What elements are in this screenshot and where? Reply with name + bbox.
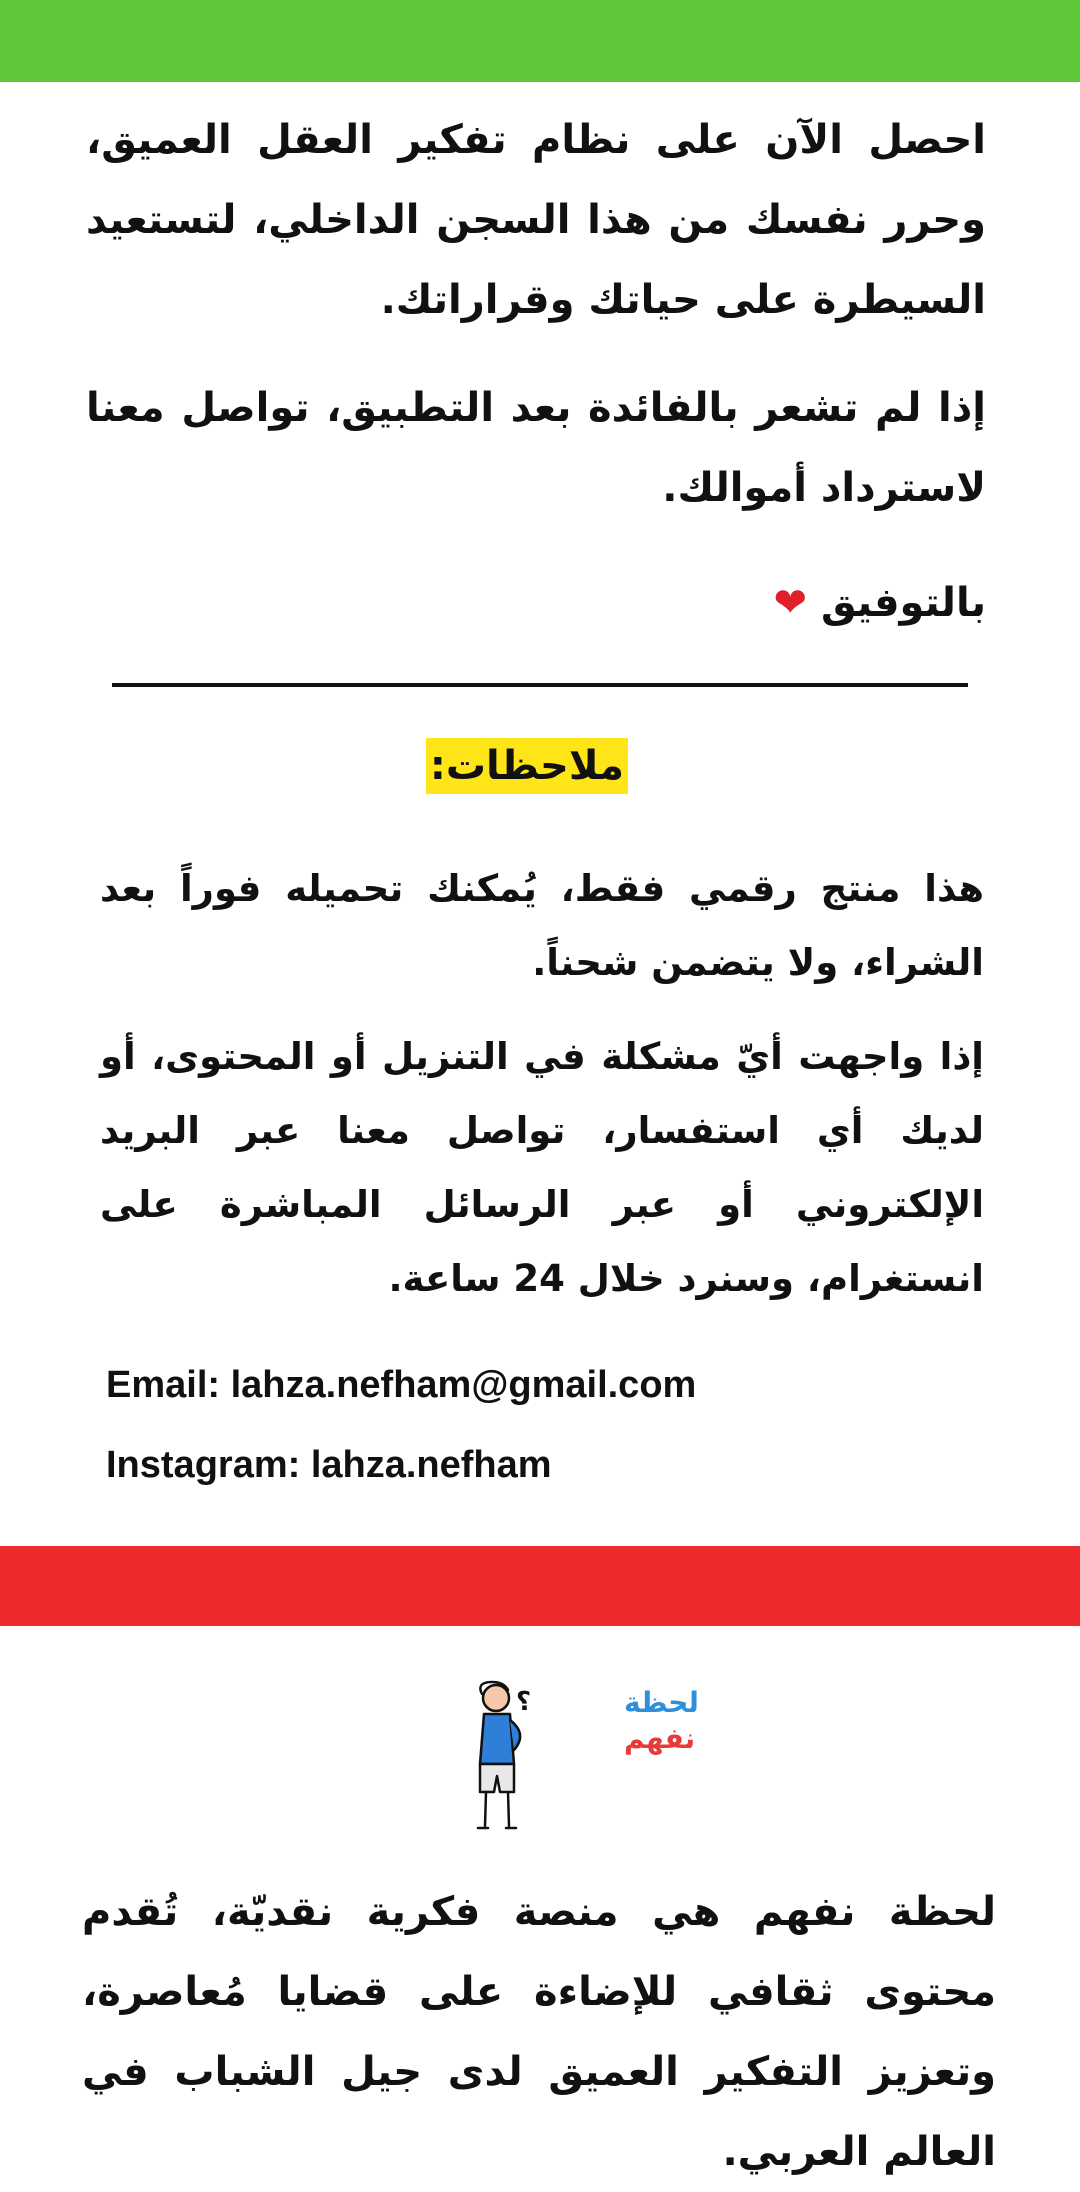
notes-digital-product: هذا منتج رقمي فقط، يُمكنك تحميله فوراً بعد الشراء، ولا يتضمن شحناً. bbox=[100, 867, 984, 984]
question-mark-icon: ؟ bbox=[516, 1687, 532, 1717]
logo-word-2: نفهم bbox=[624, 1722, 696, 1755]
top-green-band bbox=[0, 0, 1080, 82]
thinking-person-icon bbox=[478, 1682, 520, 1828]
contact-instagram[interactable]: Instagram: lahza.nefham bbox=[106, 1444, 552, 1486]
notes-support: إذا واجهت أيّ مشكلة في التنزيل أو المحتوى، أو لديك أي استفسار، تواصل معنا عبر البريد الإلكتروني أو عبر الرسائل المباشرة على انستغرام، وسنرد خلال 24 ساعة. bbox=[100, 1035, 984, 1300]
about-platform-paragraph: لحظة نفهم هي منصة فكرية نقديّة، تُقدم محتوى ثقافي للإضاءة على قضايا مُعاصرة، وتعزيز التفكير العميق لدى جيل الشباب في العالم العربي. bbox=[82, 1889, 996, 2175]
brand-logo bbox=[452, 1676, 699, 1846]
section-divider bbox=[112, 683, 968, 687]
good-luck-line bbox=[586, 568, 986, 638]
heart-icon: ❤ bbox=[773, 580, 808, 626]
good-luck-text: بالتوفيق bbox=[820, 580, 986, 626]
intro-paragraph: احصل الآن على نظام تفكير العقل العميق، وحرر نفسك من هذا السجن الداخلي، لتستعيد السيطرة على حياتك وقراراتك. bbox=[86, 117, 986, 323]
refund-paragraph: إذا لم تشعر بالفائدة بعد التطبيق، تواصل معنا لاسترداد أموالك. bbox=[86, 385, 986, 511]
contact-email[interactable]: Email: lahza.nefham@gmail.com bbox=[106, 1364, 697, 1406]
bottom-red-band bbox=[0, 1546, 1080, 1626]
notes-title: ملاحظات: bbox=[426, 738, 628, 794]
logo-word-1: لحظة bbox=[624, 1686, 699, 1719]
